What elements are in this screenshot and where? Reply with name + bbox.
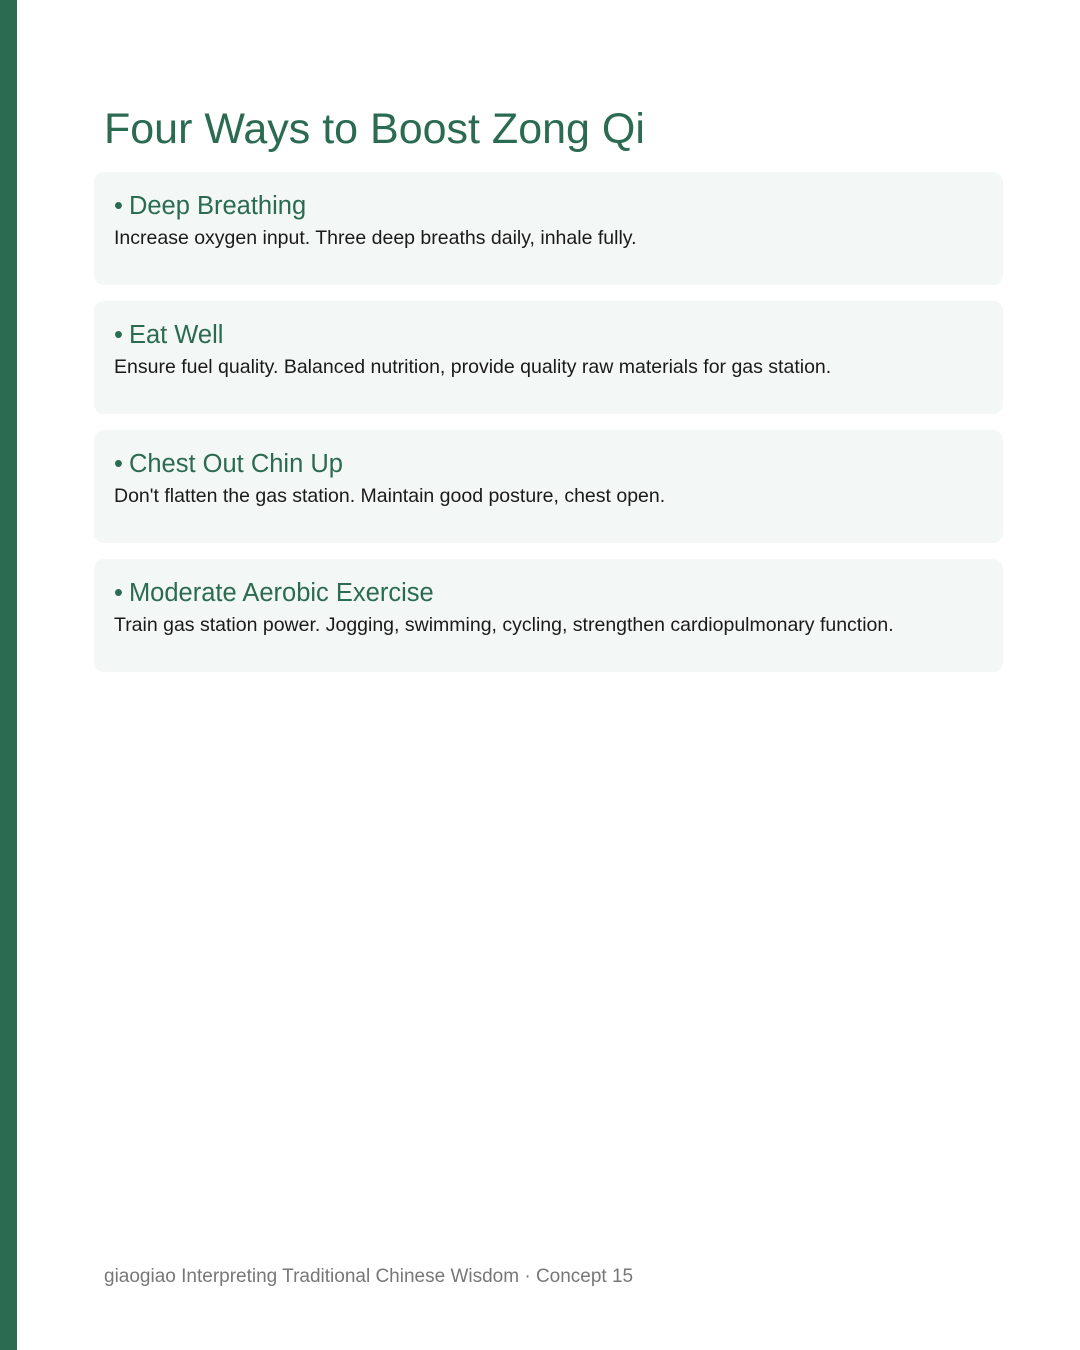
tip-title — [114, 190, 983, 222]
tip-card-deep-breathing — [94, 172, 1003, 285]
tip-title-text: Deep Breathing — [128, 192, 307, 220]
bullet-icon: • — [114, 321, 123, 349]
bullet-icon: • — [114, 192, 123, 220]
tip-card-eat-well — [94, 301, 1003, 414]
page-footer: giaogiao Interpreting Traditional Chinese Wisdom · Concept 15 — [104, 1266, 634, 1287]
tip-title — [114, 448, 983, 480]
tip-title-text: Chest Out Chin Up — [128, 450, 343, 478]
page-title: Four Ways to Boost Zong Qi — [104, 105, 645, 153]
tip-title-text: Moderate Aerobic Exercise — [128, 579, 434, 607]
tip-card-chest-out-chin-up — [94, 430, 1003, 543]
bullet-icon: • — [114, 579, 123, 607]
tip-card-moderate-aerobic-exercise — [94, 559, 1003, 672]
tip-description: Don't flatten the gas station. Maintain good posture, chest open. — [114, 485, 666, 507]
tip-description: Ensure fuel quality. Balanced nutrition, provide quality raw materials for gas station. — [114, 356, 832, 378]
tip-description: Increase oxygen input. Three deep breaths daily, inhale fully. — [114, 227, 637, 249]
tip-description: Train gas station power. Jogging, swimming, cycling, strengthen cardiopulmonary function. — [114, 614, 894, 636]
bullet-icon: • — [114, 450, 123, 478]
tip-title — [114, 577, 983, 609]
tip-title — [114, 319, 983, 351]
accent-bar — [0, 0, 17, 1350]
tip-title-text: Eat Well — [128, 321, 224, 349]
tips-list — [94, 172, 1003, 688]
